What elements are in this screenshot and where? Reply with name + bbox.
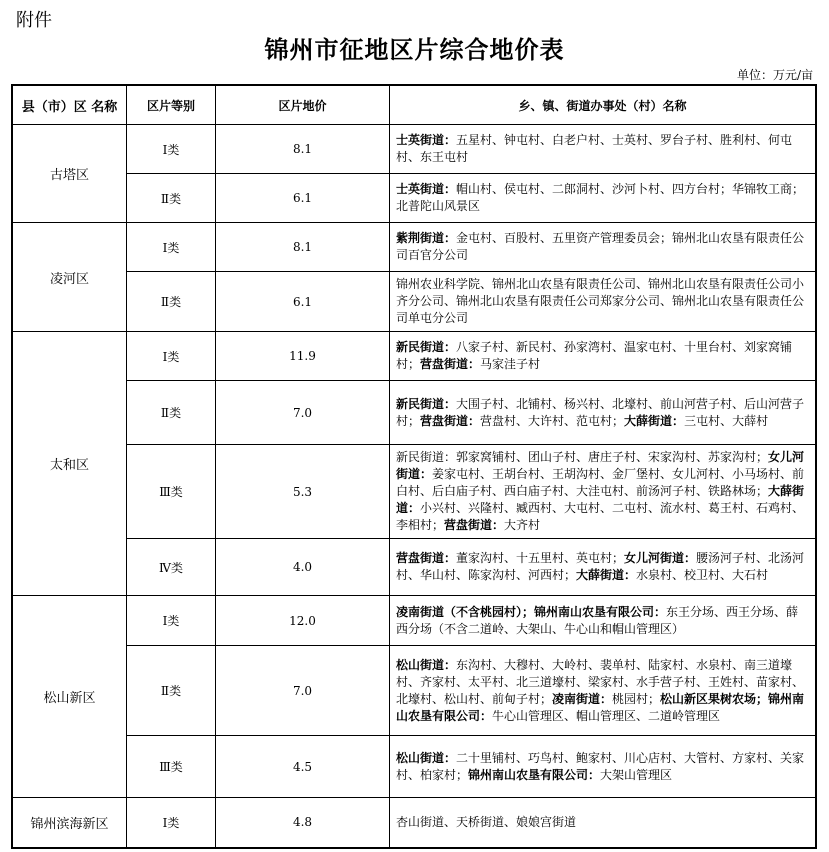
village-list: 桃园村；: [612, 691, 661, 706]
subdistrict-label: 营盘街道：: [396, 551, 457, 565]
village-list: 二十里铺村、巧鸟村、鲍家村、川心店村、大管村、方家村、关家村、柏家村；: [396, 750, 805, 782]
zone-grade: Ⅰ类: [127, 798, 216, 848]
subdistrict-label: 大薛街道：: [396, 484, 805, 515]
zone-price: 4.8: [216, 798, 390, 848]
header-areas: 乡、镇、街道办事处（村）名称: [390, 85, 817, 125]
district-name: 凌河区: [12, 223, 127, 332]
table-row: [12, 174, 816, 223]
zone-grade: Ⅱ类: [127, 381, 216, 445]
subdistrict-label: 凌南街道：: [552, 691, 613, 706]
subdistrict-label: 大薛街道：: [624, 413, 685, 428]
table-row: [12, 332, 816, 381]
unit-label: 单位：万元/亩: [736, 68, 813, 82]
zone-price: 4.0: [216, 539, 390, 596]
table-row: [12, 798, 816, 848]
zone-grade: Ⅱ类: [127, 272, 216, 332]
subdistrict-label: 新民街道：: [396, 340, 457, 354]
subdistrict-label: 女儿河街道：: [624, 551, 697, 565]
table-row: [12, 272, 816, 332]
zone-grade: Ⅱ类: [127, 174, 216, 223]
district-name: 锦州滨海新区: [12, 798, 127, 848]
zone-areas: [390, 646, 817, 736]
village-list: 大齐村: [504, 518, 541, 532]
header-district: 县（市）区 名称: [12, 85, 127, 125]
village-list: 水泉村、校卫村、大石村: [636, 568, 769, 582]
zone-price: 7.0: [216, 646, 390, 736]
subdistrict-label: 营盘街道：: [444, 518, 505, 532]
subdistrict-label: 女儿河街道：: [396, 450, 805, 481]
subdistrict-label: 营盘街道：: [420, 357, 481, 371]
village-list: 大围子村、北铺村、杨兴村、北壕村、前山河营子村、后山河营子村；: [396, 396, 805, 428]
subdistrict-label: 松山街道：: [396, 750, 457, 765]
village-list: 五星村、钟屯村、白老户村、士英村、罗台子村、胜利村、何屯村、东王屯村: [396, 133, 793, 164]
table-row: [12, 539, 816, 596]
village-list: 营盘村、大许村、范屯村；: [480, 413, 625, 428]
table-header-row: [12, 85, 816, 125]
zone-grade: Ⅰ类: [127, 223, 216, 272]
zone-areas: [390, 174, 817, 223]
subdistrict-label: 营盘街道：: [420, 413, 481, 428]
subdistrict-label: 大薛街道：: [576, 568, 637, 582]
zone-areas: [390, 445, 817, 539]
zone-areas: [390, 332, 817, 381]
subdistrict-label: 士英街道：: [396, 133, 457, 147]
table-body: [12, 125, 816, 848]
subdistrict-label: 松山街道：: [396, 657, 457, 672]
zone-price: 7.0: [216, 381, 390, 445]
village-list: 东沟村、大穆村、大岭村、裴单村、陆家村、水泉村、南三道壕村、齐家村、太平村、北三道壕村、梁家村、水手营子村、王姓村、苗家村、北壕村、松山村、前甸子村；: [396, 657, 805, 706]
village-list: 小兴村、兴隆村、臧西村、大屯村、二屯村、流水村、葛王村、石鸡村、李相村；: [396, 501, 805, 532]
zone-areas: [390, 596, 817, 646]
table-row: [12, 223, 816, 272]
zone-price: 6.1: [216, 174, 390, 223]
page-title: 锦州市征地区片综合地价表: [264, 35, 565, 64]
zone-price: 5.3: [216, 445, 390, 539]
zone-grade: Ⅰ类: [127, 596, 216, 646]
zone-price: 11.9: [216, 332, 390, 381]
district-name: 太和区: [12, 332, 127, 596]
zone-price: 6.1: [216, 272, 390, 332]
village-list: 杏山街道、天桥街道、娘娘宫街道: [396, 814, 577, 829]
village-list: 牛心山管理区、帽山管理区、二道岭管理区: [492, 708, 721, 723]
subdistrict-label: 新民街道：: [396, 396, 457, 411]
village-list: 姜家屯村、王胡台村、王胡沟村、金厂堡村、女儿河村、小马场村、前白村、后白庙子村、西白庙子村、大洼屯村、前汤河子村、铁路林场；: [396, 467, 805, 498]
district-name: 古塔区: [12, 125, 127, 223]
table-row: [12, 646, 816, 736]
zone-grade: Ⅱ类: [127, 646, 216, 736]
zone-areas: [390, 223, 817, 272]
village-list: 锦州农业科学院、锦州北山农垦有限责任公司、锦州北山农垦有限责任公司小齐分公司、锦州北山农垦有限责任公司郑家分公司、锦州北山农垦有限责任公司单屯分公司: [396, 277, 805, 325]
village-list: 帽山村、侯屯村、二郎洞村、沙河卜村、四方台村；华锦牧工商；北普陀山风景区: [396, 182, 805, 213]
subdistrict-label: 士英街道：: [396, 182, 457, 196]
subdistrict-label: 紫荆街道：: [396, 231, 457, 245]
zone-areas: [390, 125, 817, 174]
zone-grade: Ⅰ类: [127, 332, 216, 381]
subdistrict-label: 锦州南山农垦有限公司：: [468, 767, 601, 782]
village-list: 金屯村、百股村、五里资产管理委员会；锦州北山农垦有限责任公司百官分公司: [396, 231, 805, 262]
village-list: 大架山管理区: [600, 767, 673, 782]
table-row: [12, 596, 816, 646]
header-price: 区片地价: [216, 85, 390, 125]
zone-price: 4.5: [216, 736, 390, 798]
village-list: 东王分场、西王分场、薛西分场（不含二道岭、大架山、牛心山和帽山管理区）: [396, 604, 799, 636]
zone-price: 8.1: [216, 125, 390, 174]
zone-areas: [390, 539, 817, 596]
zone-areas: [390, 798, 817, 848]
land-price-table: [11, 84, 817, 849]
header-grade: 区片等别: [127, 85, 216, 125]
table-row: [12, 736, 816, 798]
village-list: 新民街道：郭家窝铺村、团山子村、唐庄子村、宋家沟村、苏家沟村；: [396, 450, 769, 464]
village-list: 八家子村、新民村、孙家湾村、温家屯村、十里台村、刘家窝铺村；: [396, 340, 793, 371]
zone-areas: [390, 381, 817, 445]
table-row: [12, 381, 816, 445]
village-list: 腰汤河子村、北汤河村、华山村、陈家沟村、河西村；: [396, 551, 805, 582]
zone-grade: Ⅲ类: [127, 445, 216, 539]
subdistrict-label: 凌南街道（不含桃园村）；锦州南山农垦有限公司：: [396, 604, 667, 619]
village-list: 董家沟村、十五里村、英屯村；: [456, 551, 625, 565]
zone-areas: [390, 736, 817, 798]
village-list: 三屯村、大薛村: [684, 413, 769, 428]
village-list: 马家洼子村: [480, 357, 541, 371]
table-row: [12, 445, 816, 539]
zone-areas: [390, 272, 817, 332]
attachment-label: 附件: [16, 10, 52, 31]
table-row: [12, 125, 816, 174]
district-name: 松山新区: [12, 596, 127, 798]
zone-grade: Ⅳ类: [127, 539, 216, 596]
subdistrict-label: 松山新区果树农场；锦州南山农垦有限公司：: [396, 691, 805, 723]
zone-price: 8.1: [216, 223, 390, 272]
zone-grade: Ⅰ类: [127, 125, 216, 174]
zone-price: 12.0: [216, 596, 390, 646]
zone-grade: Ⅲ类: [127, 736, 216, 798]
